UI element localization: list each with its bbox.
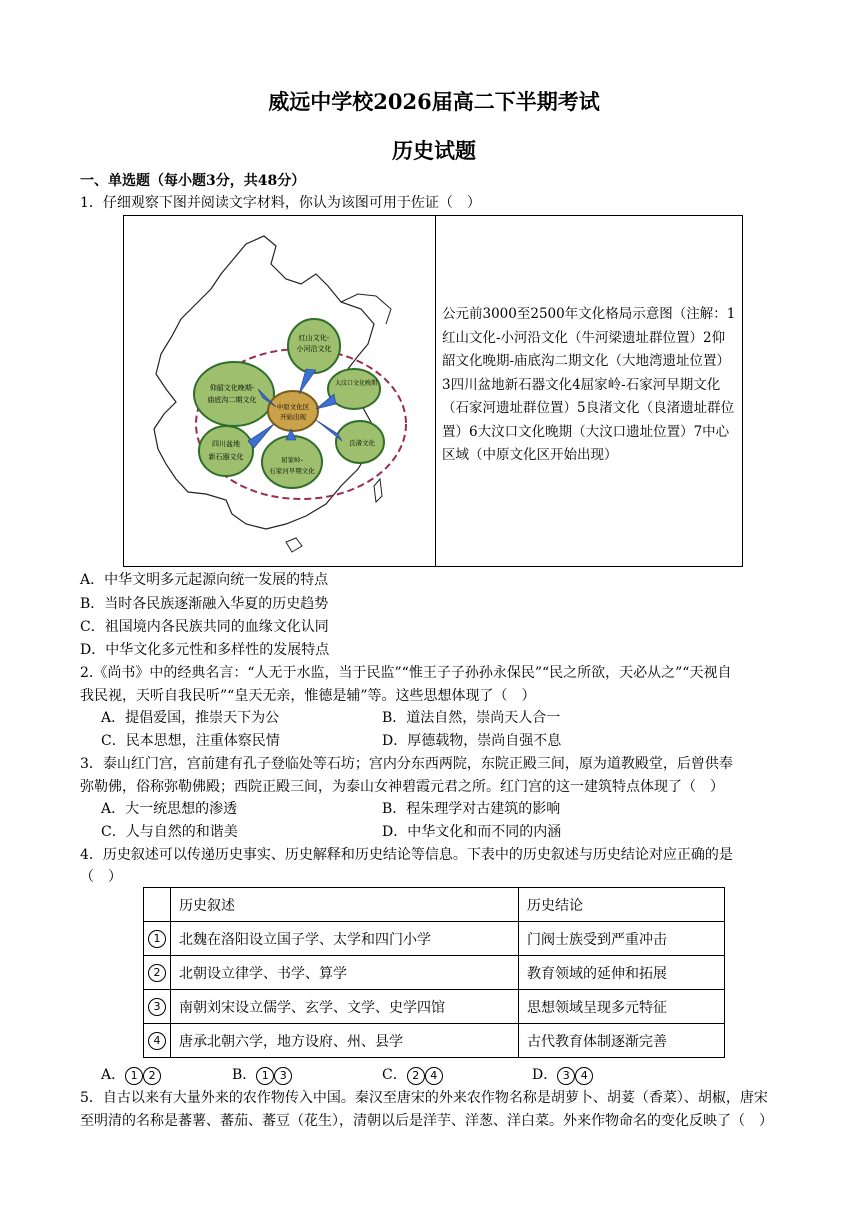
row-conclusion: 门阀士族受到严重冲击 bbox=[519, 922, 725, 956]
q1-option-b: B．当时各民族逐渐融入华夏的历史趋势 bbox=[80, 596, 329, 612]
header-conclusion: 历史结论 bbox=[519, 888, 725, 922]
label-hongshan-1: 红山文化- bbox=[298, 334, 330, 342]
label-liangzhu: 良渚文化 bbox=[349, 439, 375, 447]
q2-option-a: A．提倡爱国，推崇天下为公 bbox=[101, 710, 280, 726]
q4-table bbox=[143, 887, 725, 1058]
table-row bbox=[144, 990, 725, 1024]
label-sichuan-1: 四川盆地 bbox=[212, 440, 240, 448]
table-row bbox=[144, 956, 725, 990]
q3-stem-line1: 3．泰山红门宫，宫前建有孔子登临处等石坊；宫内分东西两院，东院正殿三间，原为道教殿堂，后曾供奉 bbox=[80, 756, 733, 772]
label-center-1: 中原文化区 bbox=[276, 403, 310, 411]
q1-option-c: C．祖国境内各民族共同的血缘文化认同 bbox=[80, 619, 329, 635]
table-header-row bbox=[144, 888, 725, 922]
row-number: 2 bbox=[148, 964, 166, 982]
row-conclusion: 教育领域的延伸和拓展 bbox=[519, 956, 725, 990]
q3-stem-line2: 弥勒佛，俗称弥勒佛殿；西院正殿三间，为泰山女神碧霞元君之所。红门宫的这一建筑特点体现了（ ） bbox=[80, 779, 724, 795]
label-yangshao-2: 庙底沟二期文化 bbox=[207, 396, 257, 404]
q4-option-b: B． 1 3 bbox=[232, 1065, 292, 1085]
q2-option-b: B．道法自然，崇尚天人合一 bbox=[382, 710, 561, 726]
label-qujialing-1: 屈家岭- bbox=[281, 456, 303, 464]
q1-figure bbox=[123, 215, 743, 567]
figure-caption: 公元前3000至2500年文化格局示意图（注解：1红山文化-小河沿文化（牛河梁遗址群位置）2仰韶文化晚期-庙底沟二期文化（大地湾遗址位置）3四川盆地新石器文化4屈家岭-石家河早期文化（石家河遗址群位置）5良渚文化（良渚遗址群位置）6大汶口文化晚期（大汶口遗址位置）7中心区域（中原文化区开始出现） bbox=[442, 306, 736, 463]
q5-stem-line1: 5．自古以来有大量外来的农作物传入中国。秦汉至唐宋的外来农作物名称是胡萝卜、胡荽（香菜）、胡椒，唐宋 bbox=[80, 1090, 768, 1106]
q2-stem-line2: 我民视，天听自我民听”“皇天无亲，惟德是辅”等。这些思想体现了（ ） bbox=[80, 688, 536, 704]
label-qujialing-2: 石家河早期文化 bbox=[269, 467, 315, 475]
row-narrative: 北魏在洛阳设立国子学、太学和四门小学 bbox=[171, 922, 519, 956]
q5-stem-line2: 至明清的名称是蕃薯、蕃茄、蕃豆（花生），清朝以后是洋芋、洋葱、洋白菜。外来作物命名的变化反映了（ ） bbox=[80, 1113, 773, 1129]
q2-stem-line1: 2.《尚书》中的经典名言：“人无于水监，当于民监”“惟王子子孙孙永保民”“民之所欲，天必从之”“天视自 bbox=[80, 665, 732, 681]
q2-option-c: C．民本思想，注重体察民情 bbox=[101, 733, 280, 749]
table-row bbox=[144, 1024, 725, 1058]
row-number: 4 bbox=[148, 1032, 166, 1050]
region-center bbox=[268, 391, 318, 431]
q2-option-d: D．厚德载物，崇尚自强不息 bbox=[382, 733, 562, 749]
row-conclusion: 古代教育体制逐渐完善 bbox=[519, 1024, 725, 1058]
row-narrative: 唐承北朝六学，地方设府、州、县学 bbox=[171, 1024, 519, 1058]
label-dawenkou: 大汶口文化晚期 bbox=[334, 380, 378, 387]
section-heading: 一、单选题（每小题3分，共48分） bbox=[80, 173, 306, 189]
taiwan-island bbox=[374, 479, 382, 502]
q1-stem: 1．仔细观察下图并阅读文字材料，你认为该图可用于佐证（ ） bbox=[80, 195, 481, 211]
q4-stem-line1: 4．历史叙述可以传递历史事实、历史解释和历史结论等信息。下表中的历史叙述与历史结论对应正确的是 bbox=[80, 847, 733, 863]
exam-title: 威远中学校2026届高二下半期考试 bbox=[268, 89, 600, 114]
q3-option-d: D．中华文化和而不同的内涵 bbox=[382, 824, 562, 840]
q4-option-d: D． 3 4 bbox=[532, 1065, 593, 1085]
figure-divider bbox=[435, 216, 436, 566]
hainan-island bbox=[286, 538, 302, 552]
q4-stem-line2: （ ） bbox=[80, 869, 122, 885]
label-sichuan-2: 新石器文化 bbox=[208, 453, 244, 461]
table-row bbox=[144, 922, 725, 956]
q3-option-a: A．大一统思想的渗透 bbox=[101, 801, 238, 817]
q4-option-c: C． 2 4 bbox=[382, 1065, 443, 1085]
china-coastline bbox=[341, 294, 391, 324]
label-yangshao-1: 仰韶文化晚期- bbox=[209, 384, 255, 392]
label-hongshan-2: 小河沿文化 bbox=[296, 345, 332, 353]
row-narrative: 北朝设立律学、书学、算学 bbox=[171, 956, 519, 990]
label-center-2: 开始出现 bbox=[280, 413, 306, 421]
china-culture-map bbox=[136, 224, 426, 560]
q3-option-b: B．程朱理学对古建筑的影响 bbox=[382, 801, 561, 817]
row-number: 1 bbox=[148, 930, 166, 948]
q3-option-c: C．人与自然的和谐美 bbox=[101, 824, 238, 840]
q4-option-a: A． 1 2 bbox=[101, 1065, 161, 1085]
exam-subtitle: 历史试题 bbox=[392, 138, 476, 163]
row-number: 3 bbox=[148, 998, 166, 1016]
header-narrative: 历史叙述 bbox=[171, 888, 519, 922]
region-sichuan bbox=[199, 426, 253, 476]
q1-option-d: D．中华文化多元性和多样性的发展特点 bbox=[80, 642, 330, 658]
q1-option-a: A．中华文明多元起源向统一发展的特点 bbox=[80, 572, 329, 588]
row-conclusion: 思想领域呈现多元特征 bbox=[519, 990, 725, 1024]
row-narrative: 南朝刘宋设立儒学、玄学、文学、史学四馆 bbox=[171, 990, 519, 1024]
